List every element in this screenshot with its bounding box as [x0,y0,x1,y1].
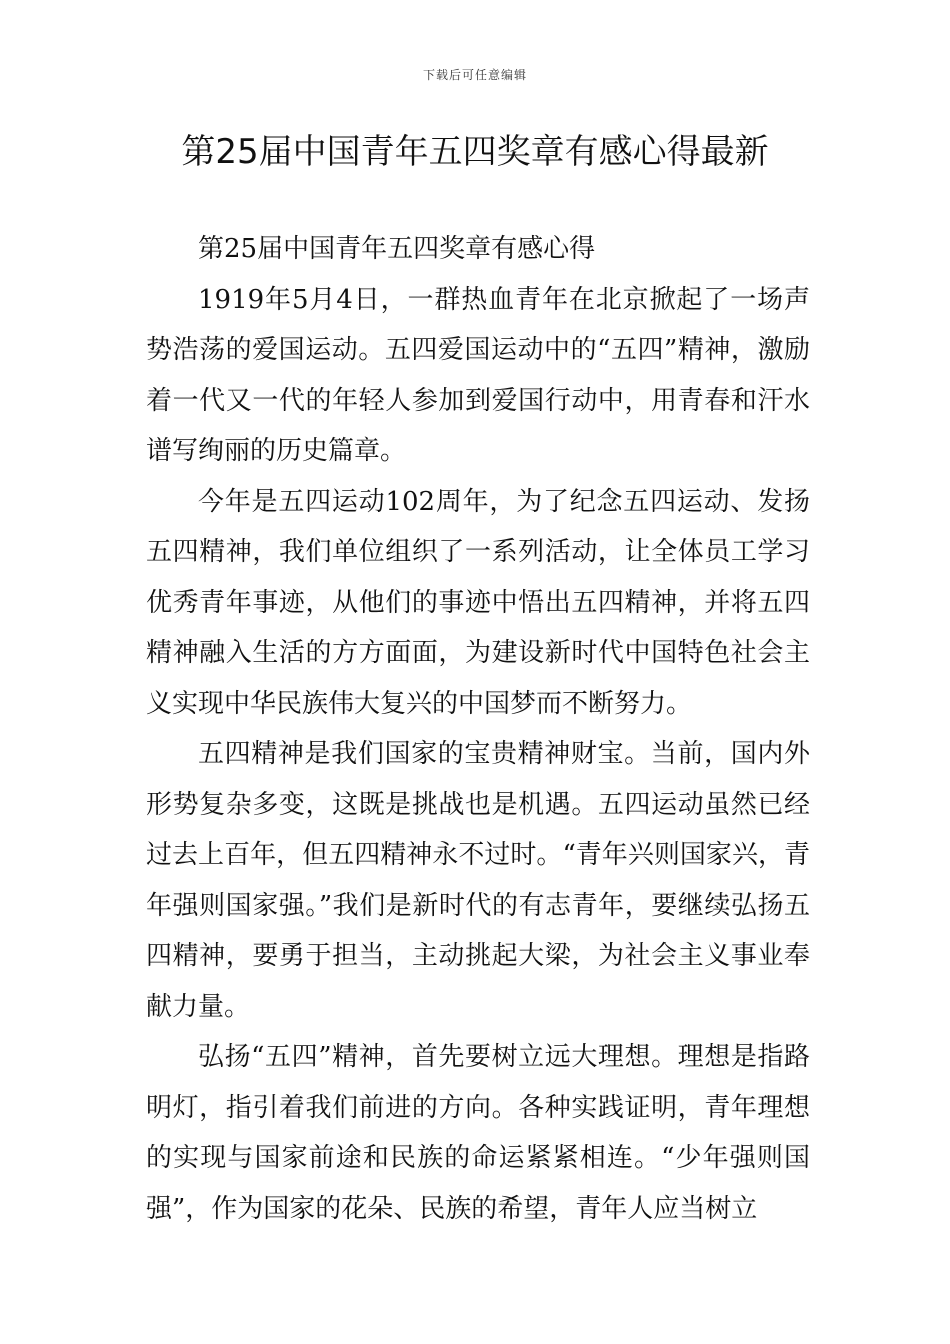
paragraph: 1919年5月4日，一群热血青年在北京掀起了一场声势浩荡的爱国运动。五四爱国运动中的“五四”精神，激励着一代又一代的年轻人参加到爱国行动中，用青春和汗水谱写绚丽的历史篇章。 [146,284,810,466]
paragraph: 今年是五四运动102周年，为了纪念五四运动、发扬五四精神，我们单位组织了一系列活动，让全体员工学习优秀青年事迹，从他们的事迹中悟出五四精神，并将五四精神融入生活的方方面面，为建设新时代中国特色社会主义实现中华民族伟大复兴的中国梦而不断努力。 [146,486,810,719]
document-body [146,224,810,1234]
paragraph: 弘扬“五四”精神，首先要树立远大理想。理想是指路明灯，指引着我们前进的方向。各种实践证明，青年理想的实现与国家前途和民族的命运紧紧相连。“少年强则国强”，作为国家的花朵、民族的希望，青年人应当树立 [146,1042,810,1224]
document-title: 第25届中国青年五四奖章有感心得最新 [181,132,769,172]
paragraph: 五四精神是我们国家的宝贵精神财宝。当前，国内外形势复杂多变，这既是挑战也是机遇。五四运动虽然已经过去上百年，但五四精神永不过时。“青年兴则国家兴，青年强则国家强。”我们是新时代的有志青年，要继续弘扬五四精神，要勇于担当，主动挑起大梁，为社会主义事业奉献力量。 [146,739,810,1022]
header-note: 下载后可任意编辑 [422,68,527,82]
paragraph-subtitle: 第25届中国青年五四奖章有感心得 [198,234,596,264]
